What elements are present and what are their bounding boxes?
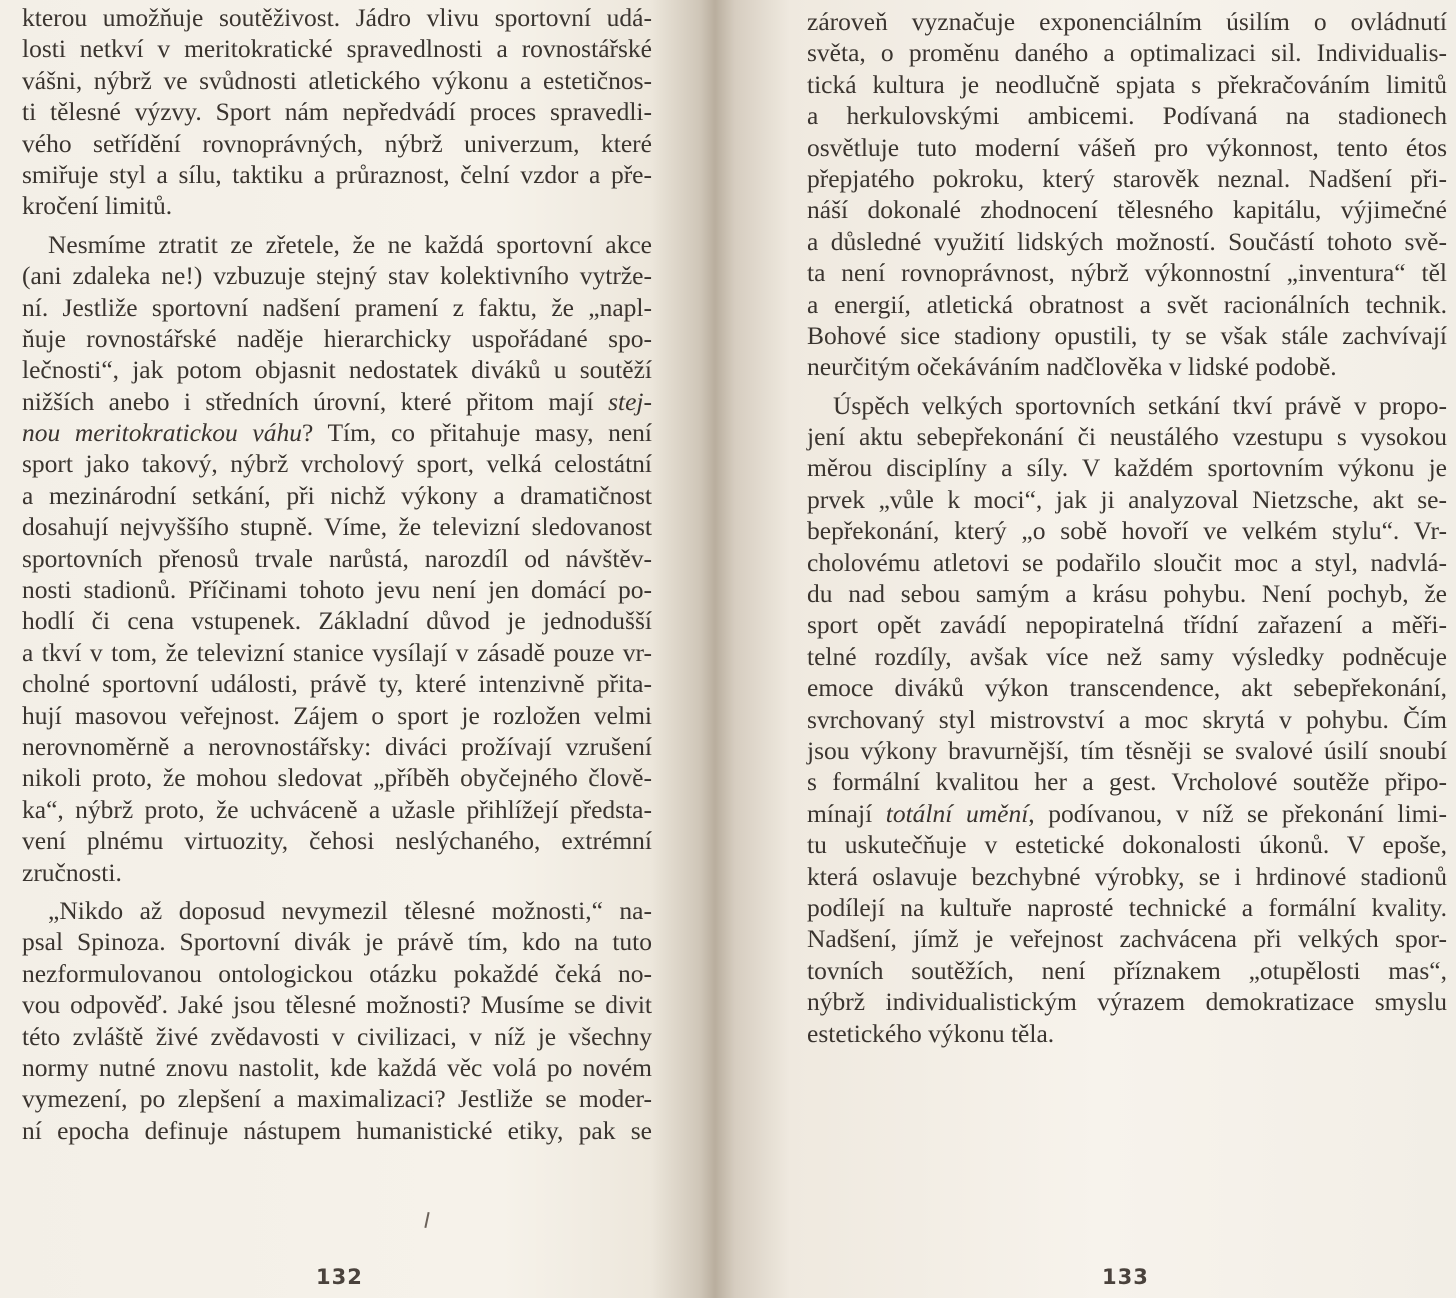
text-line: která oslavuje bezchybné výrobky, se i hrdinové stadionů: [807, 861, 1447, 891]
text-run: ? Tím, co přitahuje masy, není: [301, 418, 652, 448]
text-line: této zvláště živé zvědavosti v civilizaci, v níž je všechny: [22, 1021, 652, 1051]
page-number: 133: [1102, 1265, 1149, 1289]
text-line: a mezinárodní setkání, při nichž výkony a dramatičnost: [22, 480, 652, 510]
text-line: ňuje rovnostářské naděje hierarchicky uspořádané spo-: [22, 323, 652, 353]
text-line: a tkví v tom, že televizní stanice vysílají v zásadě pouze vr-: [22, 637, 652, 667]
text-line: podílejí na kultuře naprosté technické a formální kvality.: [807, 892, 1447, 922]
text-line: Úspěch velkých sportovních setkání tkví právě v propo-: [833, 390, 1447, 420]
text-line: jení aktu sebepřekonání či neustálého vzestupu s vysokou: [807, 422, 1447, 452]
text-line: [807, 798, 1447, 829]
text-line: hodlí či cena vstupenek. Základní důvod je jednodušší: [22, 606, 652, 636]
text-line: cholovému atletovi se podařilo sloučit moc a styl, nadvlá-: [807, 547, 1447, 577]
text-line: losti netkví v meritokratické spravedlnosti a rovnostářské: [22, 34, 652, 64]
text-line: psal Spinoza. Sportovní divák je právě tím, kdo na tuto: [22, 927, 652, 957]
text-line: dosahují nejvyššího stupně. Víme, že televizní sledovanost: [22, 512, 652, 542]
text-line: [22, 417, 652, 448]
text-line: jsou výkony bravurnější, tím těsněji se svalové úsilí snoubí: [807, 735, 1447, 765]
text-line: vení plnému virtuozity, čehosi neslýchaného, extrémní: [22, 826, 652, 856]
text-line: ka“, nýbrž proto, že uchváceně a užasle přihlížejí předsta-: [22, 794, 652, 824]
text-line: ní epocha definuje nástupem humanistické etiky, pak se: [22, 1115, 652, 1145]
text-line: tická kultura je neodlučně spjata s překračováním limitů: [807, 69, 1447, 99]
text-line: vymezení, po zlepšení a maximalizaci? Jestliže se moder-: [22, 1084, 652, 1114]
text-line: sportovních přenosů trvale narůstá, narozdíl od návštěv-: [22, 543, 652, 573]
text-line: ta není rovnoprávnost, nýbrž výkonnostní „inventura“ těl: [807, 258, 1447, 288]
text-line: vášni, nýbrž ve svůdnosti atletického výkonu a estetičnos-: [22, 65, 652, 95]
text-line: kterou umožňuje soutěživost. Jádro vlivu sportovní udá-: [22, 3, 652, 32]
text-line: Nadšení, jímž je veřejnost zachvácena při velkých spor-: [807, 924, 1447, 954]
text-run: nižších anebo i středních úrovní, které přitom mají: [22, 386, 609, 416]
text-line: vou odpověď. Jaké jsou tělesné možnosti? Musíme se divit: [22, 990, 652, 1020]
text-line: svrchovaný styl mistrovství a moc skrytá v pohybu. Čím: [807, 704, 1447, 734]
text-line: nerovnoměrně a nerovnostářsky: diváci prožívají vzrušení: [22, 731, 652, 761]
text-line: nezformulovanou ontologickou otázku pokaždé čeká no-: [22, 958, 652, 988]
text-line: měrou disciplíny a síly. V každém sportovním výkonu je: [807, 453, 1447, 483]
text-line: tovních soutěžích, není příznakem „otupělosti mas“,: [807, 955, 1447, 985]
text-line: zručnosti.: [22, 857, 122, 887]
text-line: Nesmíme ztratit ze zřetele, že ne každá sportovní akce: [48, 229, 652, 259]
text-line: Bohové sice stadiony opustili, ty se však stále zachvívají: [807, 320, 1447, 350]
text-line: bepřekonání, který „o sobě hovoří ve velkém stylu“. Vr-: [807, 516, 1447, 546]
italic-run: stej-: [608, 386, 652, 416]
text-line: du nad sebou samým a krásu pohybu. Není pochyb, že: [807, 579, 1447, 609]
text-line: nosti stadionů. Příčinami tohoto jevu není jen domácí po-: [22, 575, 652, 605]
text-line: náší dokonalé zhodnocení tělesného kapitálu, výjimečné: [807, 195, 1447, 225]
text-line: hují masovou veřejnost. Zájem o sport je rozložen velmi: [22, 700, 652, 730]
text-line: (ani zdaleka ne!) vzbuzuje stejný stav kolektivního vytrže-: [22, 261, 652, 291]
text-line: vého setřídění rovnoprávných, nýbrž univerzum, které: [22, 128, 652, 158]
text-line: přepjatého pokroku, který starověk neznal. Nadšení při-: [807, 163, 1447, 193]
text-line: ti tělesné výzvy. Sport nám nepředvádí proces spravedli-: [22, 97, 652, 127]
text-line: emoce diváků výkon transcendence, akt sebepřekonání,: [807, 673, 1447, 703]
text-line: zároveň vyznačuje exponenciálním úsilím o ovládnutí: [807, 7, 1447, 36]
text-line: [22, 386, 652, 417]
text-line: nýbrž individualistickým výrazem demokratizace smyslu: [807, 987, 1447, 1017]
left-page: [0, 0, 718, 1298]
text-line: sport jako takový, nýbrž vrcholový sport, velká celostátní: [22, 449, 652, 479]
right-page: [718, 0, 1456, 1298]
italic-run: totální umění: [885, 798, 1029, 828]
text-run: mínají: [807, 798, 886, 828]
text-line: nikoli proto, že mohou sledovat „příběh obyčejného člově-: [22, 763, 652, 793]
text-line: cholné sportovní události, právě ty, které intenzivně přita-: [22, 669, 652, 699]
pen-mark: [424, 1212, 429, 1228]
text-line: a herkulovskými ambicemi. Podívaná na stadionech: [807, 101, 1447, 131]
left-page-text: [22, 2, 652, 1146]
italic-run: nou meritokratickou váhu: [22, 418, 302, 448]
right-page-text: [807, 6, 1447, 1049]
text-line: ní. Jestliže sportovní nadšení pramení z faktu, že „napl-: [22, 292, 652, 322]
text-line: neurčitým očekáváním nadčlověka v lidské podobě.: [807, 352, 1337, 382]
text-line: světa, o proměnu daného a optimalizaci sil. Individualis-: [807, 38, 1447, 68]
text-line: s formální kvalitou her a gest. Vrcholové soutěže připo-: [807, 767, 1447, 797]
text-line: kročení limitů.: [22, 191, 173, 221]
text-line: telné rozdíly, avšak více než samy výsledky podněcuje: [807, 641, 1447, 671]
text-line: lečnosti“, jak potom objasnit nedostatek diváků u soutěží: [22, 355, 652, 385]
text-line: a důsledné využití lidských možností. Součástí tohoto svě-: [807, 226, 1447, 256]
text-line: sport opět zavádí nepopiratelná třídní zařazení a měři-: [807, 610, 1447, 640]
page-number: 132: [316, 1265, 363, 1289]
text-line: a energií, atletická obratnost a svět racionálních technik.: [807, 289, 1447, 319]
text-line: „Nikdo až doposud nevymezil tělesné možnosti,“ na-: [48, 895, 652, 925]
text-line: osvětluje tuto moderní vášeň pro výkonnost, tento étos: [807, 132, 1447, 162]
text-line: estetického výkonu těla.: [807, 1018, 1055, 1048]
text-line: tu uskutečňuje v estetické dokonalosti úkonů. V epoše,: [807, 830, 1447, 860]
text-line: prvek „vůle k moci“, jak ji analyzoval Nietzsche, akt se-: [807, 484, 1447, 514]
text-line: normy nutné znovu nastolit, kde každá věc volá po novém: [22, 1052, 652, 1082]
text-line: smiřuje styl a sílu, taktiku a průraznost, čelní vzdor a pře-: [22, 159, 652, 189]
text-run: , podívanou, v níž se překonání limi-: [1028, 798, 1447, 828]
